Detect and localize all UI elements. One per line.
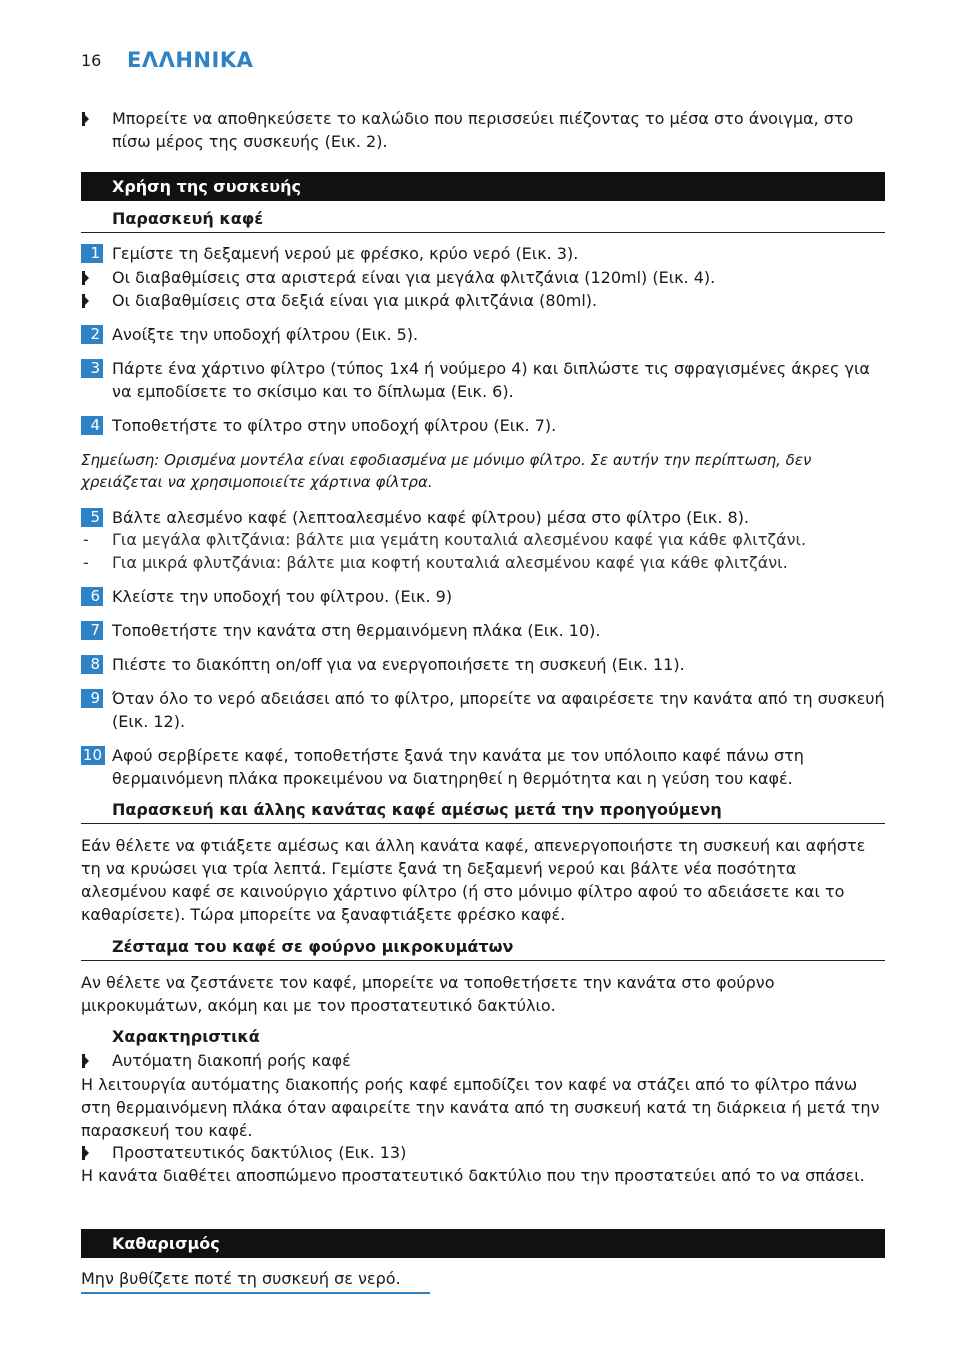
bullet-text: Αυτόματη διακοπή ροής καφέ (112, 1051, 351, 1070)
language-title: ΕΛΛΗΝΙΚΑ (127, 48, 254, 72)
dash-text: Για μεγάλα φλιτζάνια: βάλτε μια γεμάτη κουταλιά αλεσμένου καφέ για κάθε φλιτζάνι. (112, 530, 807, 549)
step-5 (81, 506, 885, 529)
paragraph-text: Εάν θέλετε να φτιάξετε αμέσως και άλλη κανάτα καφέ, απενεργοποιήστε τη συσκευή και αφήστε τη να κρυώσει για τρία λεπτά. Γεμίστε ξανά τη δεξαμενή νερού και βάλτε νέα ποσότητα αλεσμένου καφέ σε καινούργιο χάρτινο φίλτρο (ή στο μόνιμο φίλτρο αφού το αδειάσετε και το καθαρίσετε). Τώρα μπορείτε να ξαναφτιάξετε φρέσκο καφέ. (81, 836, 866, 924)
feature-1-paragraph (81, 1073, 885, 1142)
step-text: Γεμίστε τη δεξαμενή νερού με φρέσκο, κρύο νερό (Εικ. 3). (112, 244, 579, 263)
step-text: Τοποθετήστε την κανάτα στη θερμαινόμενη πλάκα (Εικ. 10). (112, 621, 601, 640)
step-text: Πάρτε ένα χάρτινο φίλτρο (τύπος 1x4 ή νούμερο 4) και διπλώστε τις σφραγισμένες άκρες για να εμποδίσετε το σκίσιμο και το δίπλωμα (Εικ. 6). (112, 359, 870, 401)
microwave-paragraph (81, 971, 885, 1017)
paragraph-text: Αν θέλετε να ζεστάνετε τον καφέ, μπορείτε να τοποθετήσετε την κανάτα στο φούρνο μικροκυμάτων, ακόμη και με τον προστατευτικό δακτύλιο. (81, 973, 775, 1015)
section-bar-use: Χρήση της συσκευής (81, 172, 885, 201)
step-6 (81, 585, 885, 608)
bullet-icon (82, 112, 89, 126)
step-8 (81, 653, 885, 676)
step-number: 6 (81, 587, 103, 606)
step-text: Κλείστε την υποδοχή του φίλτρου. (Εικ. 9) (112, 587, 453, 606)
step-10 (81, 744, 885, 790)
step-number: 1 (81, 244, 103, 263)
bullet-item (81, 266, 885, 289)
step-number: 9 (81, 689, 103, 708)
paragraph-text: Η κανάτα διαθέτει αποσπώμενο προστατευτικό δακτύλιο που την προστατεύει από το να σπάσει. (81, 1166, 865, 1185)
subheading-microwave: Ζέσταμα του καφέ σε φούρνο μικροκυμάτων (81, 936, 885, 961)
step-number: 10 (81, 746, 105, 765)
page-number: 16 (81, 51, 102, 70)
feature-2-bullet (81, 1141, 885, 1164)
bullet-icon (82, 1054, 89, 1068)
section-bar-cleaning: Καθαρισμός (81, 1229, 885, 1258)
step-number: 4 (81, 416, 103, 435)
note-text: Σημείωση: Ορισμένα μοντέλα είναι εφοδιασμένα με μόνιμο φίλτρο. Σε αυτήν την περίπτωση, δεν χρειάζεται να χρησιμοποιείτε χάρτινα φίλτρα. (81, 451, 812, 491)
subheading-another-pot: Παρασκευή και άλλης κανάτας καφέ αμέσως μετά την προηγούμενη (81, 799, 885, 824)
subheading-prep: Παρασκευή καφέ (81, 208, 885, 233)
step-number: 7 (81, 621, 103, 640)
bullet-icon (82, 294, 89, 308)
subheading-features: Χαρακτηριστικά (112, 1027, 260, 1046)
bullet-item (81, 289, 885, 312)
bullet-text: Προστατευτικός δακτύλιος (Εικ. 13) (112, 1143, 407, 1162)
feature-1-bullet (81, 1049, 885, 1072)
step-9 (81, 687, 885, 733)
dash-marker: - (83, 553, 89, 572)
bullet-icon (82, 271, 89, 285)
step-text: Τοποθετήστε το φίλτρο στην υποδοχή φίλτρου (Εικ. 7). (112, 416, 557, 435)
paragraph-text: Η λειτουργία αυτόματης διακοπής ροής καφέ εμποδίζει τον καφέ να στάζει από το φίλτρο πάνω στη θερμαινόμενη πλάκα όταν αφαιρείτε την κανάτα από τη συσκευή κατά τη διάρκεια ή μετά την παρασκευή του καφέ. (81, 1075, 880, 1140)
another-pot-paragraph (81, 834, 885, 926)
cleaning-warning: Μην βυθίζετε ποτέ τη συσκευή σε νερό. (81, 1267, 430, 1294)
dash-item (81, 551, 885, 574)
step-4 (81, 414, 885, 437)
step-text: Ανοίξτε την υποδοχή φίλτρου (Εικ. 5). (112, 325, 419, 344)
dash-marker: - (83, 530, 89, 549)
bullet-icon (82, 1146, 89, 1160)
bullet-text: Οι διαβαθμίσεις στα δεξιά είναι για μικρά φλιτζάνια (80ml). (112, 291, 598, 310)
step-number: 8 (81, 655, 103, 674)
step-text: Αφού σερβίρετε καφέ, τοποθετήστε ξανά την κανάτα με τον υπόλοιπο καφέ πάνω στη θερμαινόμενη πλάκα προκειμένου να διατηρηθεί η θερμότητα και η γεύση του καφέ. (112, 746, 804, 788)
step-text: Βάλτε αλεσμένο καφέ (λεπτοαλεσμένο καφέ φίλτρου) μέσα στο φίλτρο (Εικ. 8). (112, 508, 750, 527)
step-text: Όταν όλο το νερό αδειάσει από το φίλτρο, μπορείτε να αφαιρέσετε την κανάτα από τη συσκευή (Εικ. 12). (112, 689, 885, 731)
intro-bullet-item (81, 107, 885, 153)
bullet-text: Οι διαβαθμίσεις στα αριστερά είναι για μεγάλα φλιτζάνια (120ml) (Εικ. 4). (112, 268, 716, 287)
intro-bullet-text: Μπορείτε να αποθηκεύσετε το καλώδιο που περισσεύει πιέζοντας το μέσα στο άνοιγμα, στο πίσω μέρος της συσκευής (Εικ. 2). (112, 109, 854, 151)
dash-item (81, 528, 885, 551)
dash-text: Για μικρά φλυτζάνια: βάλτε μια κοφτή κουταλιά αλεσμένου καφέ για κάθε φλιτζάνι. (112, 553, 788, 572)
step-7 (81, 619, 885, 642)
step-number: 5 (81, 508, 103, 527)
step-number: 2 (81, 325, 103, 344)
step-3 (81, 357, 885, 403)
step-2 (81, 323, 885, 346)
step-text: Πιέστε το διακόπτη on/off για να ενεργοποιήσετε τη συσκευή (Εικ. 11). (112, 655, 685, 674)
feature-2-paragraph (81, 1164, 885, 1210)
step-number: 3 (81, 359, 103, 378)
step-1 (81, 242, 885, 265)
